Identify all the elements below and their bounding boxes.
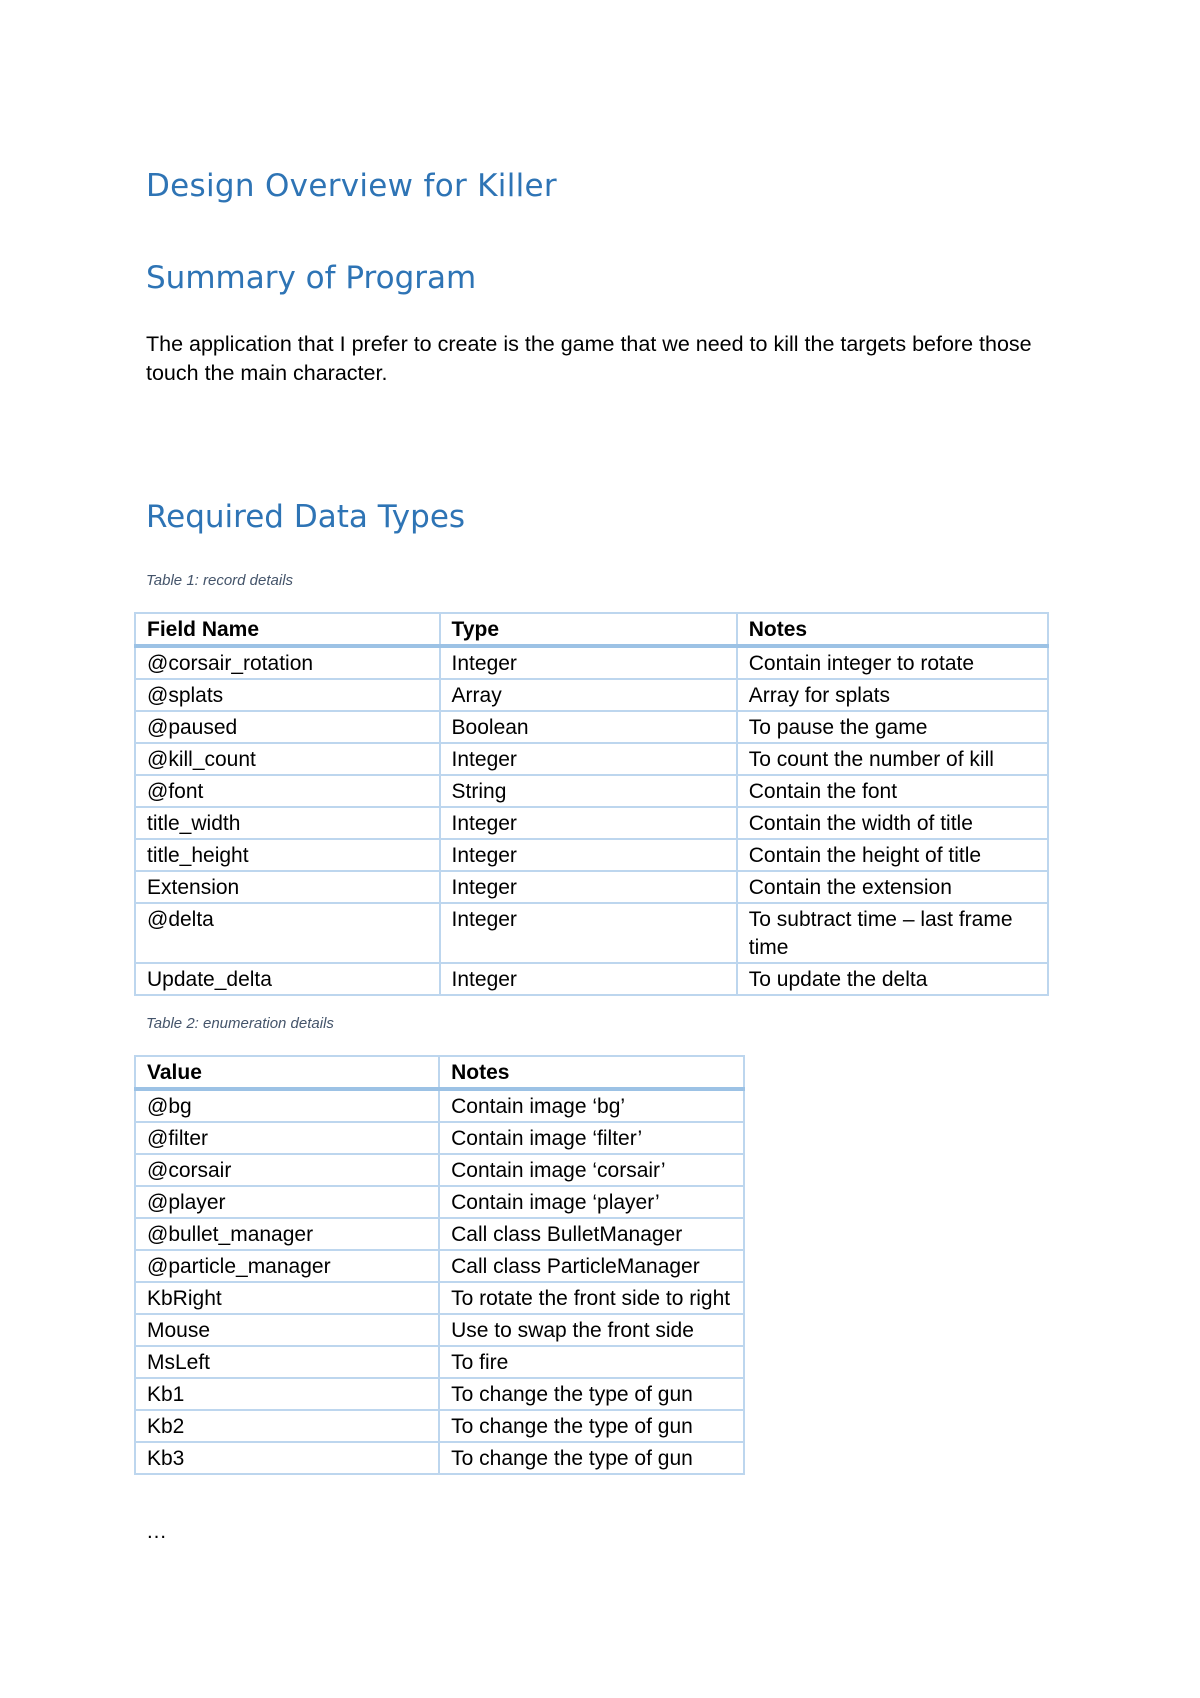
document-title: Design Overview for Killer bbox=[146, 168, 557, 204]
table-cell: Extension bbox=[135, 871, 440, 903]
column-header: Notes bbox=[737, 613, 1048, 646]
table-cell: @particle_manager bbox=[135, 1250, 439, 1282]
table-cell: To pause the game bbox=[737, 711, 1048, 743]
continuation-ellipsis: … bbox=[146, 1520, 167, 1543]
table-cell: title_height bbox=[135, 839, 440, 871]
table-cell: Kb1 bbox=[135, 1378, 439, 1410]
table-row bbox=[135, 743, 1048, 775]
table-row bbox=[135, 1218, 744, 1250]
table-cell: Integer bbox=[440, 646, 737, 679]
table1-caption: Table 1: record details bbox=[146, 572, 294, 589]
table-cell: @corsair bbox=[135, 1154, 439, 1186]
table-row bbox=[135, 679, 1048, 711]
table-cell: To change the type of gun bbox=[439, 1410, 744, 1442]
table-cell: To fire bbox=[439, 1346, 744, 1378]
table-cell: @font bbox=[135, 775, 440, 807]
table-cell: Array for splats bbox=[737, 679, 1048, 711]
table-row bbox=[135, 775, 1048, 807]
table-header-row bbox=[135, 1056, 744, 1089]
table-cell: Integer bbox=[440, 903, 737, 963]
table-row bbox=[135, 1250, 744, 1282]
table-cell: Contain the font bbox=[737, 775, 1048, 807]
summary-heading: Summary of Program bbox=[146, 260, 477, 296]
table-row bbox=[135, 1282, 744, 1314]
table-row bbox=[135, 1378, 744, 1410]
table-row bbox=[135, 1314, 744, 1346]
table-cell: Call class BulletManager bbox=[439, 1218, 744, 1250]
table-cell: To change the type of gun bbox=[439, 1378, 744, 1410]
table-cell: @splats bbox=[135, 679, 440, 711]
table-cell: Contain the extension bbox=[737, 871, 1048, 903]
table-cell: @kill_count bbox=[135, 743, 440, 775]
column-header: Notes bbox=[439, 1056, 744, 1089]
table-cell: @bullet_manager bbox=[135, 1218, 439, 1250]
table-cell: @paused bbox=[135, 711, 440, 743]
table-cell: @bg bbox=[135, 1089, 439, 1122]
table-cell: Integer bbox=[440, 871, 737, 903]
table-cell: Use to swap the front side bbox=[439, 1314, 744, 1346]
table-cell: Contain image ‘bg’ bbox=[439, 1089, 744, 1122]
table-cell: To update the delta bbox=[737, 963, 1048, 995]
table-cell: MsLeft bbox=[135, 1346, 439, 1378]
table-cell: @player bbox=[135, 1186, 439, 1218]
table-row bbox=[135, 1442, 744, 1474]
table-row bbox=[135, 1089, 744, 1122]
table-cell: Contain the height of title bbox=[737, 839, 1048, 871]
table-cell: Update_delta bbox=[135, 963, 440, 995]
table-cell: Integer bbox=[440, 743, 737, 775]
table-cell: Array bbox=[440, 679, 737, 711]
table-row bbox=[135, 1410, 744, 1442]
table-row bbox=[135, 963, 1048, 995]
table-cell: Call class ParticleManager bbox=[439, 1250, 744, 1282]
table-cell: Kb2 bbox=[135, 1410, 439, 1442]
table-cell: To rotate the front side to right bbox=[439, 1282, 744, 1314]
table-row bbox=[135, 807, 1048, 839]
enumeration-details-table bbox=[134, 1055, 745, 1475]
table-cell: @filter bbox=[135, 1122, 439, 1154]
table-cell: Contain integer to rotate bbox=[737, 646, 1048, 679]
table-cell: @corsair_rotation bbox=[135, 646, 440, 679]
table-row bbox=[135, 1186, 744, 1218]
table-cell: Contain image ‘player’ bbox=[439, 1186, 744, 1218]
table-cell: To count the number of kill bbox=[737, 743, 1048, 775]
table-row bbox=[135, 1154, 744, 1186]
table2-caption: Table 2: enumeration details bbox=[146, 1015, 334, 1032]
table-cell: Boolean bbox=[440, 711, 737, 743]
table-row bbox=[135, 646, 1048, 679]
table-row bbox=[135, 711, 1048, 743]
record-details-table bbox=[134, 612, 1049, 996]
table-row bbox=[135, 903, 1048, 963]
table-cell: To subtract time – last frame time bbox=[737, 903, 1048, 963]
column-header: Field Name bbox=[135, 613, 440, 646]
table-cell: To change the type of gun bbox=[439, 1442, 744, 1474]
table-cell: Mouse bbox=[135, 1314, 439, 1346]
summary-text: The application that I prefer to create is the game that we need to kill the targets before those touch the main character. bbox=[146, 332, 1032, 385]
table-row bbox=[135, 871, 1048, 903]
table-cell: Contain image ‘filter’ bbox=[439, 1122, 744, 1154]
column-header: Value bbox=[135, 1056, 439, 1089]
table-cell: Integer bbox=[440, 839, 737, 871]
table-cell: Contain image ‘corsair’ bbox=[439, 1154, 744, 1186]
table-row bbox=[135, 1346, 744, 1378]
table-row bbox=[135, 1122, 744, 1154]
table-cell: Contain the width of title bbox=[737, 807, 1048, 839]
column-header: Type bbox=[440, 613, 737, 646]
table-header-row bbox=[135, 613, 1048, 646]
table-cell: KbRight bbox=[135, 1282, 439, 1314]
table-cell: Integer bbox=[440, 963, 737, 995]
table-cell: Integer bbox=[440, 807, 737, 839]
table-cell: title_width bbox=[135, 807, 440, 839]
table-row bbox=[135, 839, 1048, 871]
table-cell: String bbox=[440, 775, 737, 807]
table-cell: @delta bbox=[135, 903, 440, 963]
table-cell: Kb3 bbox=[135, 1442, 439, 1474]
data-types-heading: Required Data Types bbox=[146, 499, 466, 535]
